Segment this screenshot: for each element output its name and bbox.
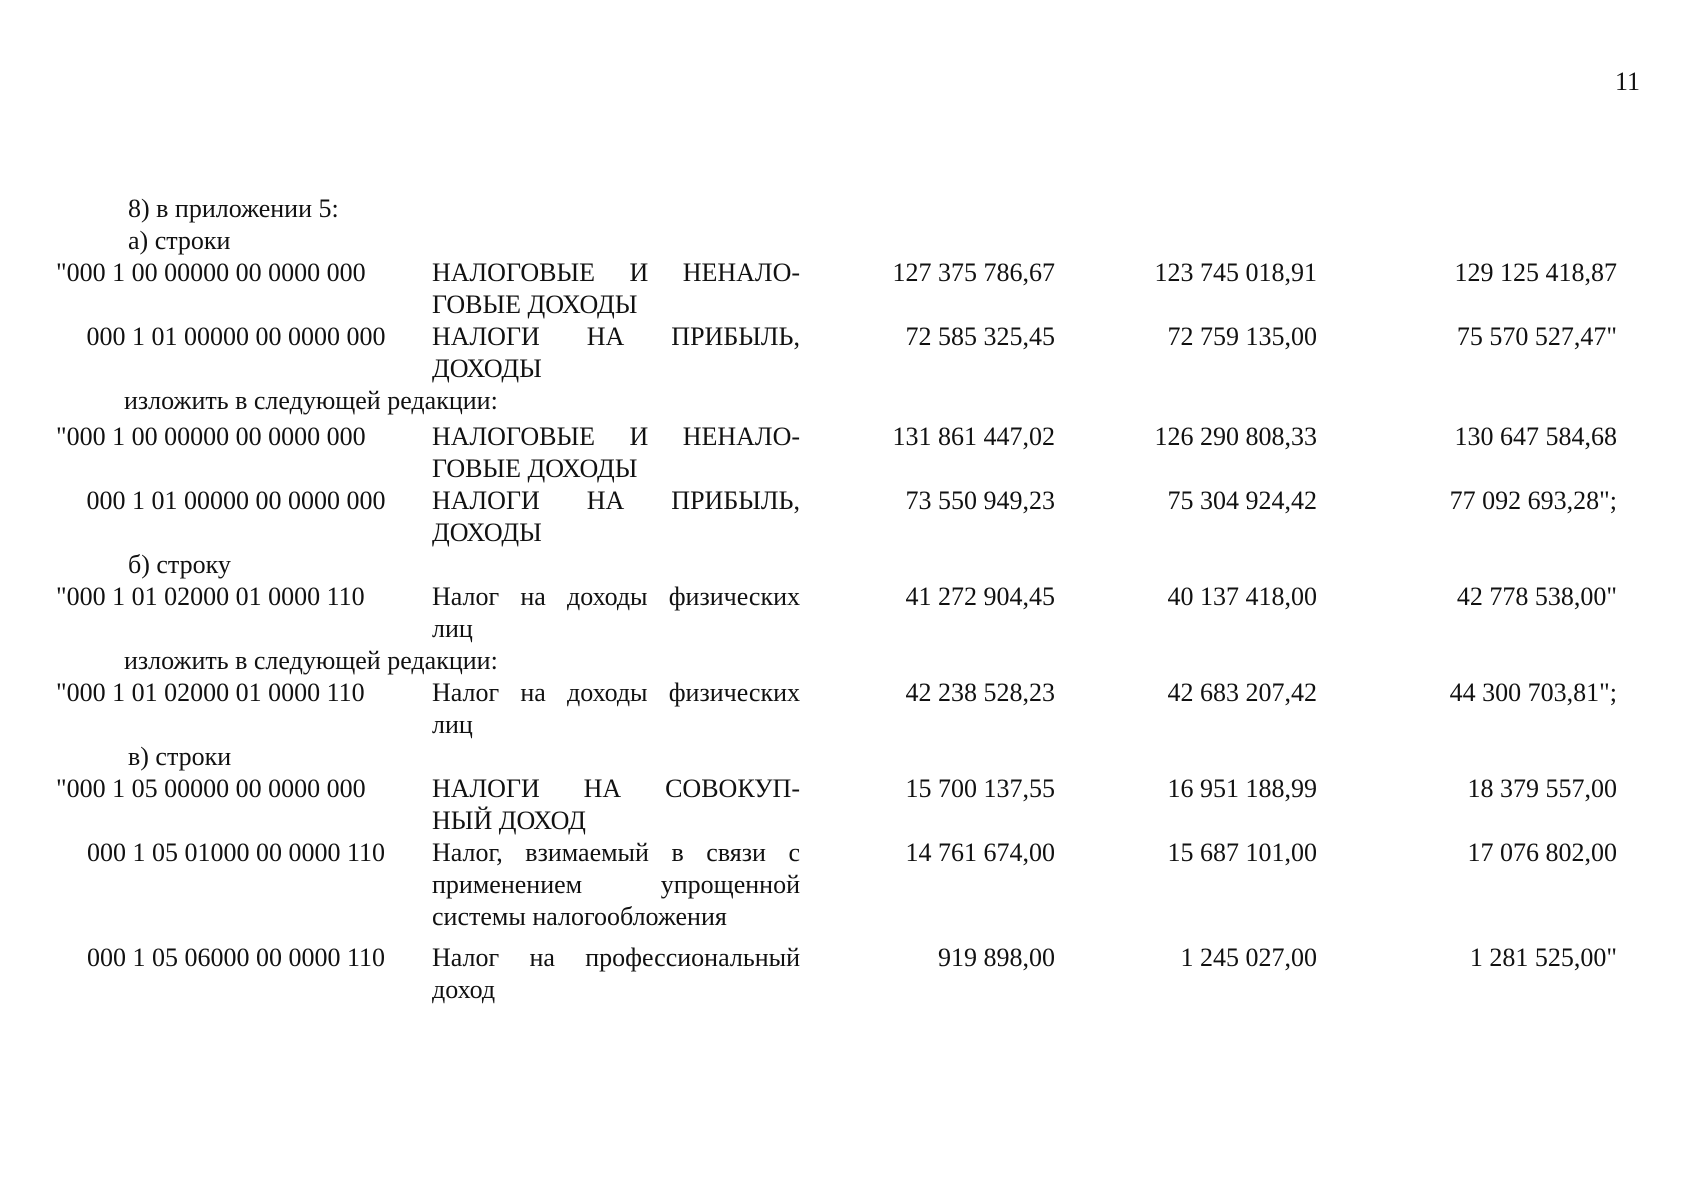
budget-code: "000 1 00 00000 00 0000 000 [56, 258, 366, 287]
row-title-line: ГОВЫЕ ДОХОДЫ [432, 454, 638, 483]
row-title [432, 581, 800, 645]
amount-year-2: 15 687 101,00 [1167, 838, 1317, 867]
subsection-b-label: б) строку [128, 550, 231, 579]
budget-code: "000 1 01 02000 01 0000 110 [56, 582, 365, 611]
amount-year-1: 131 861 447,02 [892, 422, 1055, 451]
row-title [432, 485, 800, 549]
row-title-line: доход [432, 975, 496, 1004]
amount-year-3: 42 778 538,00" [1456, 582, 1617, 611]
table-row [56, 942, 1656, 1006]
row-title-line: системы налогообложения [432, 902, 727, 931]
row-title [432, 837, 800, 933]
row-title [432, 942, 800, 1006]
row-title-line: Налог на профессиональный [432, 943, 800, 972]
row-title-line: ДОХОДЫ [432, 518, 542, 547]
row-title-line: ГОВЫЕ ДОХОДЫ [432, 290, 638, 319]
amount-year-1: 42 238 528,23 [905, 678, 1055, 707]
row-title-line: Налог, взимаемый в связи с [432, 838, 800, 867]
amount-year-1: 73 550 949,23 [905, 486, 1055, 515]
amount-year-2: 123 745 018,91 [1154, 258, 1317, 287]
row-title-line: Налог на доходы физических [432, 582, 800, 611]
section-intro: 8) в приложении 5: [128, 194, 339, 223]
row-title [432, 421, 800, 485]
amount-year-2: 1 245 027,00 [1180, 943, 1317, 972]
budget-code: 000 1 01 00000 00 0000 000 [86, 486, 386, 515]
budget-code: "000 1 01 02000 01 0000 110 [56, 678, 365, 707]
subsection-c-label: в) строки [128, 742, 232, 771]
amount-year-3: 44 300 703,81"; [1449, 678, 1617, 707]
row-title-line: Налог на доходы физических [432, 678, 800, 707]
amount-year-1: 919 898,00 [938, 943, 1055, 972]
row-title-line: лиц [432, 710, 473, 739]
amount-year-3: 18 379 557,00 [1467, 774, 1617, 803]
row-title-line: НАЛОГОВЫЕ И НЕНАЛО- [432, 258, 800, 287]
row-title-line: ДОХОДЫ [432, 354, 542, 383]
subsection-a-label: а) строки [128, 226, 231, 255]
table-row [56, 837, 1656, 933]
amount-year-3: 129 125 418,87 [1454, 258, 1617, 287]
amount-year-1: 72 585 325,45 [905, 322, 1055, 351]
amendment-body [56, 193, 1656, 1006]
table-row [56, 581, 1656, 645]
row-title [432, 321, 800, 385]
amount-year-1: 14 761 674,00 [905, 838, 1055, 867]
amount-year-2: 75 304 924,42 [1167, 486, 1317, 515]
row-title-line: НАЛОГИ НА ПРИБЫЛЬ, [432, 486, 800, 515]
table-row [56, 421, 1656, 485]
table-row [56, 773, 1656, 837]
row-title-line: применением упрощенной [432, 870, 800, 899]
row-title-line: НАЛОГОВЫЕ И НЕНАЛО- [432, 422, 800, 451]
budget-code: 000 1 05 01000 00 0000 110 [86, 838, 386, 867]
amount-year-3: 77 092 693,28"; [1449, 486, 1617, 515]
row-title-line: лиц [432, 614, 473, 643]
amount-year-1: 41 272 904,45 [905, 582, 1055, 611]
amount-year-1: 127 375 786,67 [892, 258, 1055, 287]
table-row [56, 677, 1656, 741]
amount-year-2: 72 759 135,00 [1167, 322, 1317, 351]
table-row [56, 485, 1656, 549]
table-row [56, 321, 1656, 385]
amount-year-3: 75 570 527,47" [1456, 322, 1617, 351]
row-title-line: НАЛОГИ НА СОВОКУП- [432, 774, 800, 803]
amount-year-2: 42 683 207,42 [1167, 678, 1317, 707]
row-title [432, 677, 800, 741]
amount-year-1: 15 700 137,55 [905, 774, 1055, 803]
budget-code: 000 1 05 06000 00 0000 110 [86, 943, 386, 972]
row-title-line: НЫЙ ДОХОД [432, 806, 586, 835]
row-title [432, 773, 800, 837]
replace-instruction: изложить в следующей редакции: [124, 386, 498, 415]
amount-year-2: 40 137 418,00 [1167, 582, 1317, 611]
row-title-line: НАЛОГИ НА ПРИБЫЛЬ, [432, 322, 800, 351]
amount-year-3: 17 076 802,00 [1467, 838, 1617, 867]
amount-year-2: 16 951 188,99 [1167, 774, 1317, 803]
amount-year-3: 130 647 584,68 [1454, 422, 1617, 451]
amount-year-3: 1 281 525,00" [1469, 943, 1617, 972]
budget-code: "000 1 00 00000 00 0000 000 [56, 422, 366, 451]
page-number: 11 [1614, 67, 1640, 96]
amount-year-2: 126 290 808,33 [1154, 422, 1317, 451]
table-row [56, 257, 1656, 321]
row-title [432, 257, 800, 321]
budget-code: "000 1 05 00000 00 0000 000 [56, 774, 366, 803]
replace-instruction: изложить в следующей редакции: [124, 646, 498, 675]
budget-code: 000 1 01 00000 00 0000 000 [86, 322, 386, 351]
